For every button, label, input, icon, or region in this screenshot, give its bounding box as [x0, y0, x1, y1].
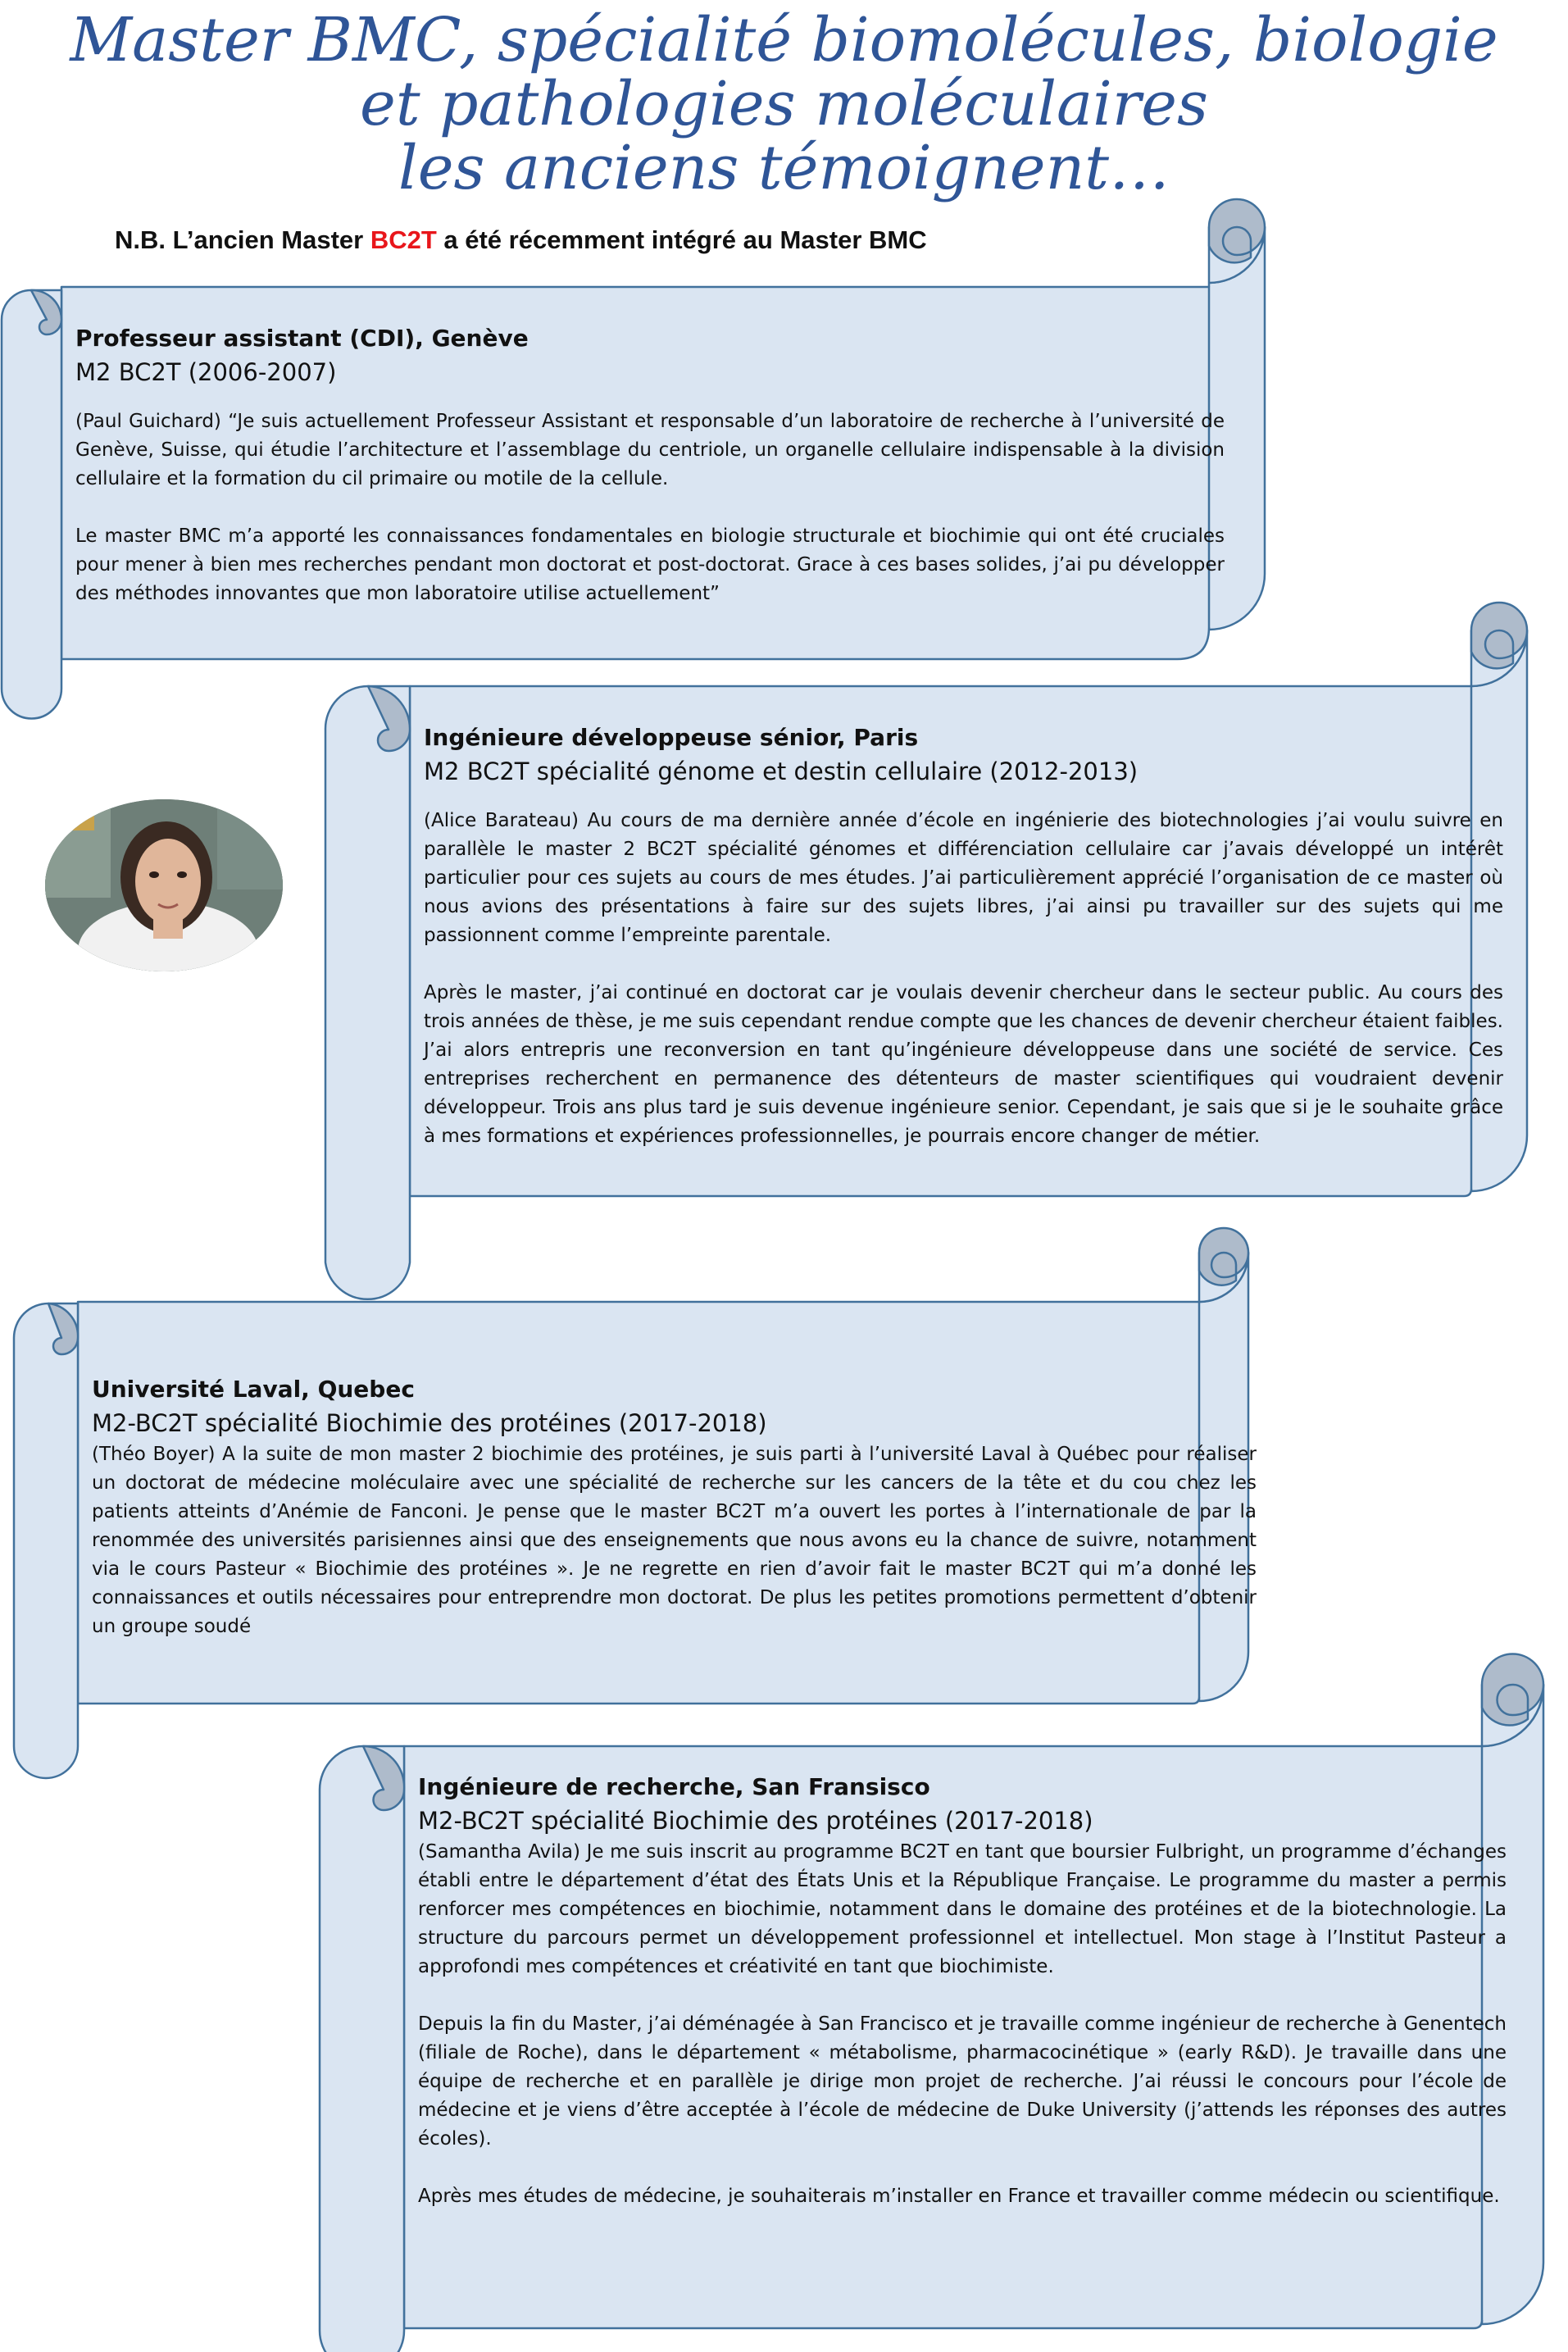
testimonial-card-1: [75, 322, 1225, 608]
testimonial-role: Ingénieure développeuse sénior, Paris: [424, 724, 919, 751]
testimonial-paragraph: (Paul Guichard) “Je suis actuellement Professeur Assistant et responsable d’un laboratoire de recherche à l’université de Genève, Suisse, qui étudie l’architecture et l’assemblage du centriole, un organelle cellulaire indispensable à la division cellulaire et la formation du cil primaire ou motile de la cellule.: [75, 411, 1225, 489]
alumni-photo: [45, 799, 283, 971]
testimonial-program: M2 BC2T (2006-2007): [75, 358, 337, 386]
testimonial-card-4: [418, 1771, 1507, 2211]
testimonial-card-3: [92, 1373, 1257, 1641]
note-suffix: a été récemment intégré au Master BMC: [436, 225, 927, 254]
note-prefix: N.B. L’ancien Master: [115, 225, 370, 254]
title-line-3: les anciens témoignent…: [398, 133, 1170, 203]
testimonial-paragraph: Le master BMC m’a apporté les connaissances fondamentales en biologie structurale et biochimie qui ont été cruciales pour mener à bien mes recherches pendant mon doctorat et post-doctorat. Grace à ces bases solides, j’ai pu développer des méthodes innovantes que mon laboratoire utilise actuellement”: [75, 525, 1225, 604]
testimonial-role: Professeur assistant (CDI), Genève: [75, 325, 529, 352]
page-title: [33, 5, 1535, 203]
testimonial-paragraph: (Alice Barateau) Au cours de ma dernière année d’école en ingénierie des biotechnologies j’ai voulu suivre en parallèle le master 2 BC2T spécialité génomes et différenciation cellulaire car j’avais développé un intérêt particulier pour ces sujets au cours de mes études. J’ai particulièrement apprécié l’organisation de ce master où nous avions des présentations à faire sur des sujets libres, j’ai ainsi pu travailler sur des sujets qui me passionnent comme l’empreinte parentale.: [424, 810, 1503, 946]
testimonial-card-2: [424, 721, 1503, 1151]
testimonial-paragraph: (Théo Boyer) A la suite de mon master 2 biochimie des protéines, je suis parti à l’université Laval à Québec pour réaliser un doctorat de médecine moléculaire avec une spécialité de recherche sur les cancers de la tête et du cou chez les patients atteints d’Anémie de Fanconi. Je pense que le master BC2T m’a ouvert les portes à l’internationale de par la renommée des universités parisiennes ainsi que des enseignements que nous avons eu la chance de suivre, notamment via le cours Pasteur « Biochimie des protéines ». Je ne regrette en rien d’avoir fait le master BC2T qui m’a donné les connaissances et outils nécessaires pour entreprendre mon doctorat. De plus les petites promotions permettent d’obtenir un groupe soudé: [92, 1444, 1257, 1637]
testimonial-program: M2-BC2T spécialité Biochimie des protéines (2017-2018): [418, 1807, 1093, 1835]
testimonial-paragraph: (Samantha Avila) Je me suis inscrit au programme BC2T en tant que boursier Fulbright, un programme d’échanges établi entre le département d’état des États Unis et la République Française. Le programme du master a permis renforcer mes compétences en biochimie, notamment dans le domaine des protéines et de la biotechnologie. La structure du parcours permet un développement professionnel et intellectuel. Mon stage à l’Institut Pasteur a approfondi mes compétences et créativité en tant que biochimiste.: [418, 1841, 1507, 1977]
testimonial-program: M2 BC2T spécialité génome et destin cellulaire (2012-2013): [424, 757, 1139, 785]
note-highlight: BC2T: [370, 225, 437, 254]
testimonial-program: M2-BC2T spécialité Biochimie des protéines (2017-2018): [92, 1409, 767, 1437]
testimonial-role: Université Laval, Quebec: [92, 1376, 415, 1403]
testimonial-role: Ingénieure de recherche, San Fransisco: [418, 1773, 930, 1800]
testimonial-paragraph: Depuis la fin du Master, j’ai déménagée à San Francisco et je travaille comme ingénieur de recherche à Genentech (filiale de Roche), dans le département « métabolisme, pharmacocinétique » (early R&D). Je travaille dans une équipe de recherche et en parallèle je dirige mon projet de recherche. J’ai réussi le concours pour l’école de médecine et je viens d’être acceptée à l’école de médecine de Duke University (j’attends les réponses des autres écoles).: [418, 2013, 1507, 2150]
testimonial-paragraph: Après le master, j’ai continué en doctorat car je voulais devenir chercheur dans le secteur public. Au cours des trois années de thèse, je me suis cependant rendue compte que les chances de devenir chercheur étaient faibles. J’ai alors entrepris une reconversion en tant qu’ingénieure développeuse dans une société de service. Ces entreprises recherchent en permanence des détenteurs de master scientifiques qui voudraient devenir développeur. Trois ans plus tard je suis devenue ingénieure senior. Cependant, je sais que si je le souhaite grâce à mes formations et expériences professionnelles, je pourrais encore changer de métier.: [424, 982, 1503, 1147]
title-line-1: Master BMC, spécialité biomolécules, biologie: [70, 5, 1498, 75]
testimonial-paragraph: Après mes études de médecine, je souhaiterais m’installer en France et travailler comme médecin ou scientifique.: [418, 2186, 1500, 2207]
title-line-2: et pathologies moléculaires: [360, 69, 1208, 139]
